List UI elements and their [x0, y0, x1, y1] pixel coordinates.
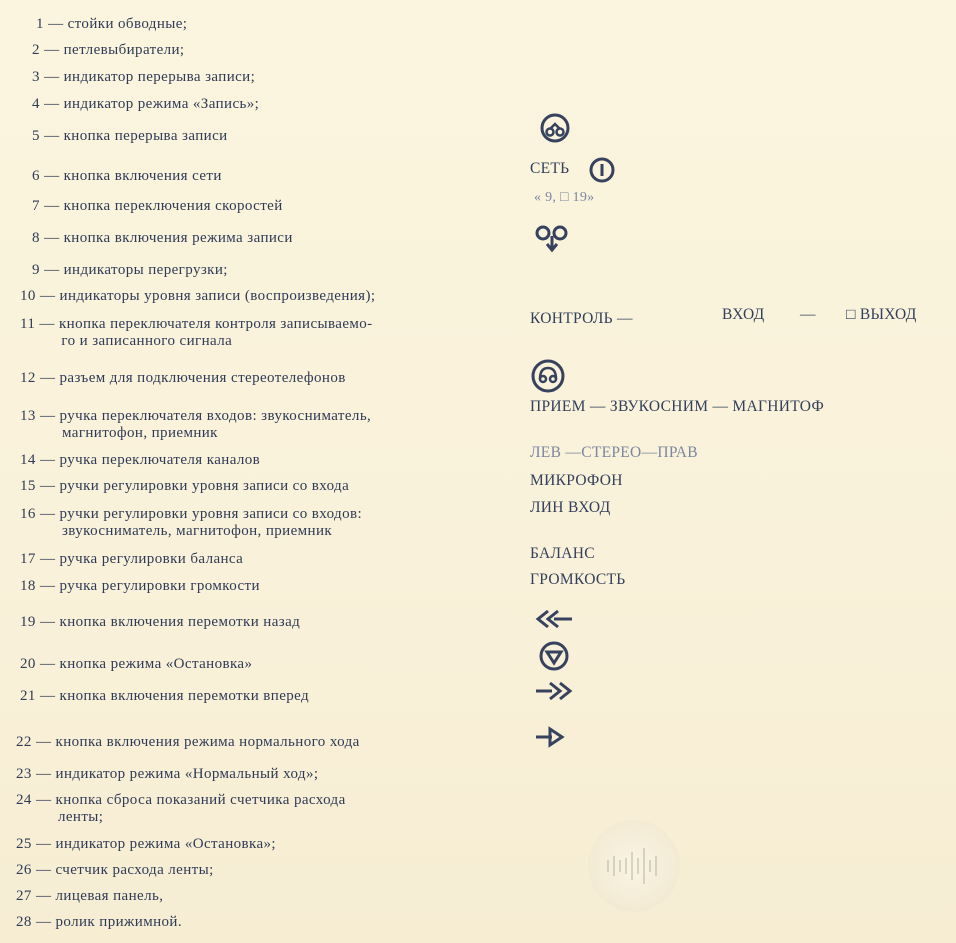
mic-label: МИКРОФОН [530, 472, 623, 489]
level-meter-icon [588, 820, 680, 912]
legend-item-1: 1 — стойки обводные; [36, 16, 188, 32]
fast-forward-icon [534, 680, 576, 702]
legend-item-18: 18 — ручка регулировки громкости [20, 578, 260, 594]
control-label: КОНТРОЛЬ — [530, 310, 633, 327]
legend-item-26: 26 — счетчик расхода ленты; [16, 862, 214, 878]
power-icon [588, 156, 616, 184]
record-icon [532, 222, 572, 254]
legend-item-27: 27 — лицевая панель, [16, 888, 164, 904]
input-selector-label: ПРИЕМ — ЗВУКОСНИМ — МАГНИТОФ [530, 398, 825, 415]
legend-item-14: 14 — ручка переключателя каналов [20, 452, 261, 468]
legend-item-2: 2 — петлевыбиратели; [32, 42, 185, 58]
legend-item-4: 4 — индикатор режима «Запись»; [32, 96, 260, 112]
balance-label: БАЛАНС [530, 545, 595, 562]
channel-selector-label: ЛЕВ —СТЕРЕО—ПРАВ [530, 444, 698, 461]
legend-item-11: 11 — кнопка переключателя контроля записываемо- го и записанного сигнала [20, 316, 373, 349]
record-pause-icon [538, 112, 572, 144]
legend-item-15: 15 — ручки регулировки уровня записи со входа [20, 478, 350, 494]
legend-item-16: 16 — ручки регулировки уровня записи со входов: звукосниматель, магнитофон, приемник [20, 506, 363, 539]
legend-item-7: 7 — кнопка переключения скоростей [32, 198, 283, 214]
legend-item-20: 20 — кнопка режима «Остановка» [20, 656, 253, 672]
speed-label: « 9, □ 19» [534, 190, 595, 205]
legend-item-22: 22 — кнопка включения режима нормального хода [16, 734, 360, 750]
volume-label: ГРОМКОСТЬ [530, 571, 626, 588]
vyhod-label: □ ВЫХОД [846, 306, 917, 323]
vhod-label: ВХОД [722, 306, 765, 323]
control-separator: — [800, 306, 816, 323]
legend-item-5: 5 — кнопка перерыва записи [32, 128, 228, 144]
legend-item-19: 19 — кнопка включения перемотки назад [20, 614, 301, 630]
legend-item-24: 24 — кнопка сброса показаний счетчика расхода ленты; [16, 792, 346, 825]
legend-item-8: 8 — кнопка включения режима записи [32, 230, 293, 246]
legend-item-13: 13 — ручка переключателя входов: звукосниматель, магнитофон, приемник [20, 408, 372, 441]
legend-item-28: 28 — ролик прижимной. [16, 914, 183, 930]
legend-item-12: 12 — разъем для подключения стереотелефонов [20, 370, 346, 386]
rewind-icon [534, 608, 574, 630]
legend-item-9: 9 — индикаторы перегрузки; [32, 262, 228, 278]
line-in-label: ЛИН ВХОД [530, 499, 611, 516]
legend-item-10: 10 — индикаторы уровня записи (воспроизведения); [20, 288, 376, 304]
stop-icon [538, 640, 570, 672]
legend-item-6: 6 — кнопка включения сети [32, 168, 222, 184]
legend-item-25: 25 — индикатор режима «Остановка»; [16, 836, 276, 852]
legend-item-21: 21 — кнопка включения перемотки вперед [20, 688, 310, 704]
play-icon [534, 726, 566, 748]
headphones-icon [530, 358, 566, 394]
power-label: СЕТЬ [530, 160, 570, 177]
legend-item-3: 3 — индикатор перерыва записи; [32, 69, 256, 85]
legend-item-17: 17 — ручка регулировки баланса [20, 551, 244, 567]
legend-item-23: 23 — индикатор режима «Нормальный ход»; [16, 766, 319, 782]
